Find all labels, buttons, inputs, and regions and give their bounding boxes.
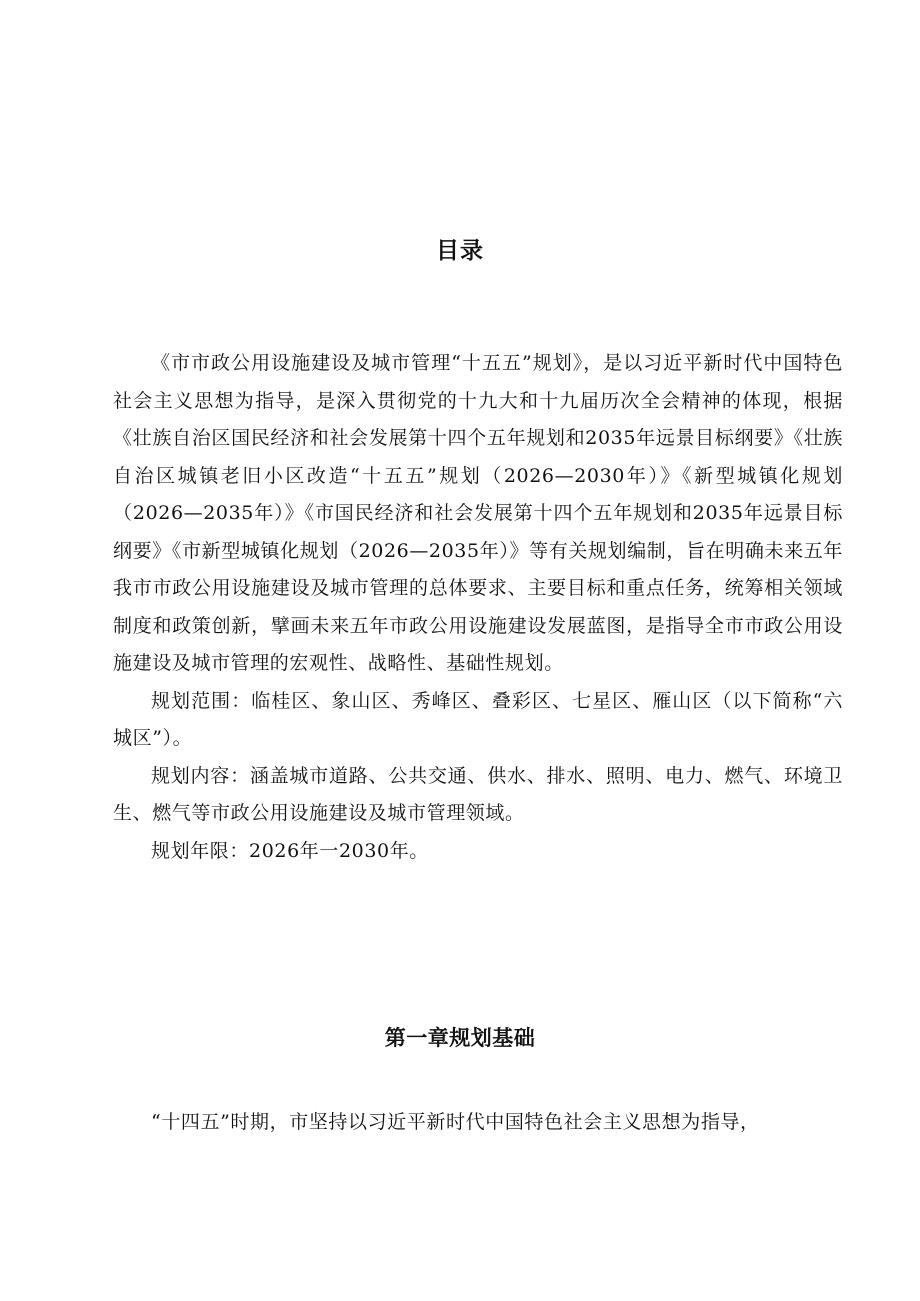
intro-paragraph-overview: 《市市政公用设施建设及城市管理“十五五”规划》，是以习近平新时代中国特色社会主义思想为指导，是深入贯彻党的十九大和十九届历次全会精神的体现，根据《壮族自治区国民经济和社会发展第十四个五年规划和2035年远景目标纲要》《壮族自治区城镇老旧小区改造“十五五”规划（2026—2030年）》《新型城镇化规划（2026—2035年）》《市国民经济和社会发展第十四个五年规划和2035年远景目标纲要》《市新型城镇化规划（2026—2035年）》等有关规划编制，旨在明确未来五年我市市政公用设施建设及城市管理的总体要求、主要目标和重点任务，统筹相关领域制度和政策创新，擘画未来五年市政公用设施建设发展蓝图，是指导全市市政公用设施建设及城市管理的宏观性、战略性、基础性规划。 (113, 352, 843, 674)
chapter-1-paragraph: “十四五”时期，市坚持以习近平新时代中国特色社会主义思想为指导， (151, 1111, 760, 1133)
toc-title: 目录 (436, 238, 484, 264)
intro-paragraph-period: 规划年限：2026年一2030年。 (151, 839, 429, 862)
chapter-1-section (113, 1104, 843, 1142)
chapter-1-title: 第一章规划基础 (384, 1026, 536, 1050)
intro-paragraph-scope: 规划范围：临桂区、象山区、秀峰区、叠彩区、七星区、雁山区（以下简称“六城区”）。 (113, 689, 843, 749)
intro-paragraph-content: 规划内容：涵盖城市道路、公共交通、供水、排水、照明、电力、燃气、环境卫生、燃气等市政公用设施建设及城市管理领域。 (113, 764, 843, 824)
intro-section (113, 345, 843, 870)
